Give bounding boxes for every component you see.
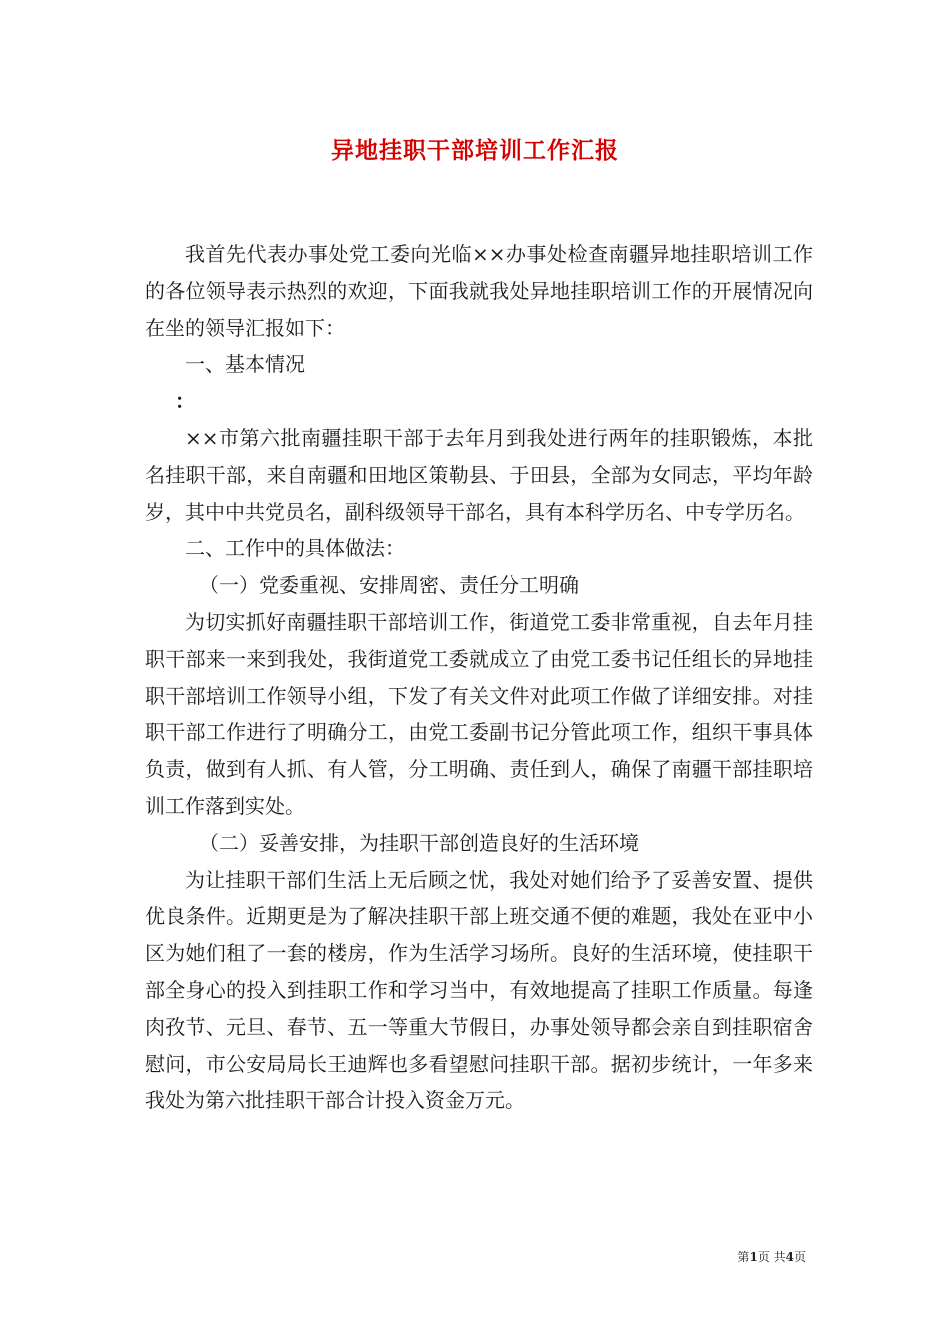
page-title: 异地挂职干部培训工作汇报 — [331, 137, 619, 164]
current-page-number: 1 — [749, 1250, 758, 1264]
page-footer — [737, 1248, 806, 1265]
footer-suffix: 页 — [793, 1250, 806, 1264]
subsection-1-paragraph: 为切实抓好南疆挂职干部培训工作，街道党工委非常重视，自去年月挂职干部来一来到我处，我街道党工委就成立了由党工委书记任组长的异地挂职干部培训工作领导小组，下发了有关文件对此项工作做了详细安排。对挂职干部工作进行了明确分工，由党工委副书记分管此项工作，组织干事具体负责，做到有人抓、有人管，分工明确、责任到人，确保了南疆干部挂职培训工作落到实处。 — [145, 609, 813, 818]
document-body — [145, 236, 813, 1119]
subsection-2-paragraph: 为让挂职干部们生活上无后顾之忧，我处对她们给予了妥善安置、提供优良条件。近期更是为了解决挂职干部上班交通不便的难题，我处在亚中小区为她们租了一套的楼房，作为生活学习场所。良好的生活环境，使挂职干部全身心的投入到挂职工作和学习当中，有效地提高了挂职工作质量。每逢肉孜节、元旦、春节、五一等重大节假日，办事处领导都会亲自到挂职宿舍慰问，市公安局局长王迪辉也多看望慰问挂职干部。据初步统计，一年多来我处为第六批挂职干部合计投入资金万元。 — [145, 867, 813, 1113]
basic-info-paragraph: ××市第六批南疆挂职干部于去年月到我处进行两年的挂职锻炼，本批名挂职干部，来自南疆和田地区策勒县、于田县，全部为女同志，平均年龄岁，其中中共党员名，副科级领导干部名，具有本科学历名、中专学历名。 — [145, 425, 813, 524]
colon-line: ： — [175, 389, 195, 414]
footer-middle: 页 共 — [757, 1250, 786, 1264]
subsection-heading-1: （一）党委重视、安排周密、责任分工明确 — [199, 573, 579, 598]
subsection-heading-2: （二）妥善安排，为挂职干部创造良好的生活环境 — [199, 830, 639, 855]
section-heading-practices: 二、工作中的具体做法： — [185, 536, 405, 561]
total-page-number: 4 — [785, 1250, 794, 1264]
footer-prefix: 第 — [737, 1250, 750, 1264]
section-heading-basic-info: 一、基本情况 — [185, 352, 305, 377]
intro-paragraph: 我首先代表办事处党工委向光临××办事处检查南疆异地挂职培训工作的各位领导表示热烈的欢迎，下面我就我处异地挂职培训工作的开展情况向在坐的领导汇报如下： — [145, 242, 813, 340]
